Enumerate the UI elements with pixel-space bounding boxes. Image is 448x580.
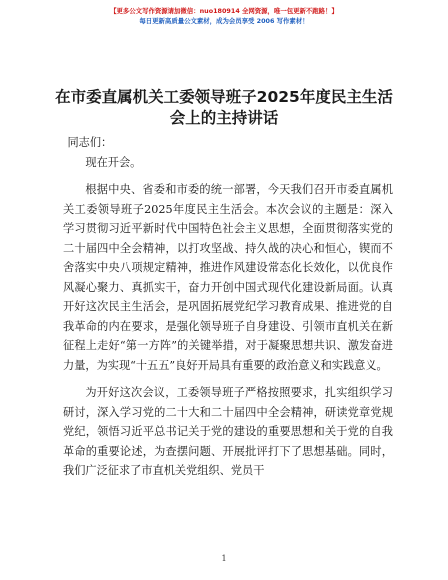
body-paragraph: 根据中央、省委和市委的统一部署，今天我们召开市委直属机关工委领导班子2025年度民主生活会。本次会议的主题是：深入学习贯彻习近平新时代中国特色社会主义思想，全面贯彻落实党的二十届四中全会精神，以打攻坚战、持久战的决心和恒心，锲而不舍落实中央八项规定精神，推进作风建设常态化长效化，以优良作风凝心聚力、真抓实干，奋力开创中国式现代化建设新局面。认真开好这次民主生活会，是巩固拓展党纪学习教育成果、推进党的自我革命的内在要求，是强化领导班子自身建设、引领市直机关在新征程上走好“第一方阵”的关键举措，对于凝聚思想共识、激发奋进力量，为实现“十五五”良好开局具有重要的政治意义和实践意义。	[63, 183, 393, 372]
salutation: 同志们：	[67, 136, 113, 149]
document-body	[63, 133, 393, 489]
header-banner	[0, 6, 448, 26]
body-paragraph: 为开好这次会议，工委领导班子严格按照要求，扎实组织学习研讨，深入学习党的二十大和二十届四中全会精神，研读党章党规党纪，领悟习近平总书记关于党的建设的重要思想和关于党的自我革命的重要论述，为查摆问题、开展批评打下了思想基础。同时，我们广泛征求了市直机关党组织、党员干	[63, 386, 393, 477]
opening-line: 现在开会。	[85, 155, 142, 169]
banner-membership-line: 每日更新高质量公文素材，成为会员享受 2006 写作素材！	[139, 17, 309, 25]
banner-wechat-line: 【更多公文写作资源请加微信：nuo180914 全网资源，唯一包更新不跑路！】	[110, 7, 338, 15]
document-title: 在市委直属机关工委领导班子2025年度民主生活会上的主持讲话	[55, 88, 393, 127]
page-number: 1	[221, 554, 227, 563]
